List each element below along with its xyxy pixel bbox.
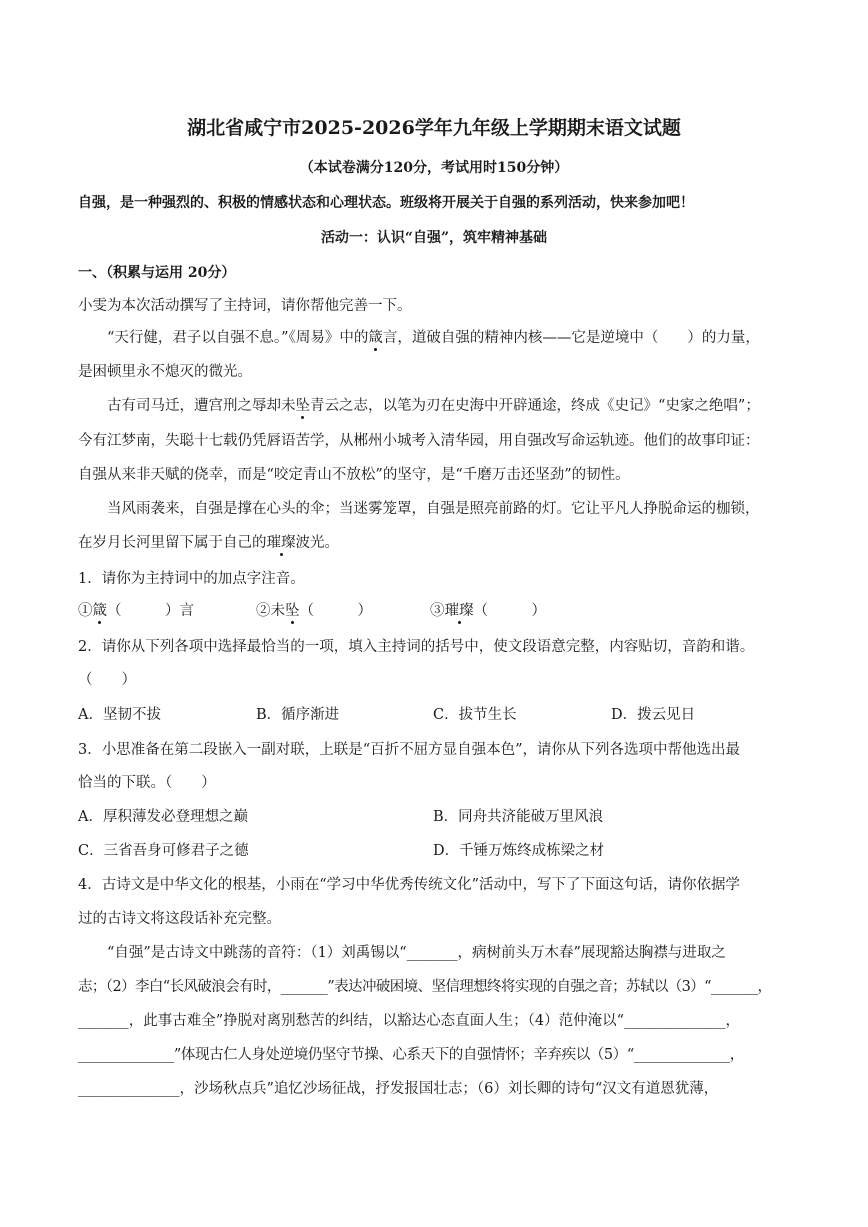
question-3-stem-line-2: 恰当的下联。（ ） <box>78 775 216 791</box>
dotted-char: 箴 <box>368 330 383 346</box>
paragraph-1-line-2: 是困顿里永不熄灭的微光。 <box>78 364 252 380</box>
page-title: 湖北省咸宁市2025-2026学年九年级上学期期末语文试题 <box>187 117 681 139</box>
question-2-option-a: A．坚韧不拔 <box>78 707 161 723</box>
lead-text: 小雯为本次活动撰写了主持词，请你帮他完善一下。 <box>78 298 412 314</box>
question-4-text-line-3: _______，此事古难全”挣脱对离别愁苦的纠结，以豁达心态直面人生；（4）范仲淹以“______________， <box>78 1013 741 1029</box>
question-2-paren: （ ） <box>78 672 136 688</box>
paragraph-3-line-1: 当风雨袭来，自强是撑在心头的伞；当迷雾笼罩，自强是照亮前路的灯。它让平凡人挣脱命运的枷锁， <box>107 501 760 517</box>
question-1-item-3: ③璀璨（ ） <box>430 603 546 619</box>
question-3-option-d: D．千锤万炼终成栋梁之材 <box>433 843 605 859</box>
question-2-option-c: C．拔节生长 <box>433 707 517 723</box>
question-4-text-line-1: “自强”是古诗文中跳荡的音符：（1）刘禹锡以“_______，病树前头万木春”展现豁达胸襟与进取之 <box>107 945 726 961</box>
activity-heading: 活动一：认识“自强”，筑牢精神基础 <box>320 230 548 246</box>
question-3-stem-line-1: 3．小思准备在第二段嵌入一副对联，上联是“百折不屈方显自强本色”，请你从下列各选项中帮他选出最 <box>78 742 741 758</box>
question-4-text-line-2: 志；（2）李白“长风破浪会有时，_______”表达冲破困境、坚信理想终将实现的自强之音；苏轼以（3）“_______， <box>78 979 772 995</box>
section-heading: 一、（积累与运用 20分） <box>78 265 236 281</box>
question-4-stem-line-1: 4．古诗文是中华文化的根基，小雨在“学习中华优秀传统文化”活动中，写下了下面这句话，请你依据学 <box>78 877 741 893</box>
dotted-char: 璀璨 <box>266 535 296 551</box>
question-4-stem-line-2: 过的古诗文将这段话补充完整。 <box>78 911 281 927</box>
paragraph-2-line-3: 自强从来非天赋的侥幸，而是“咬定青山不放松”的坚守，是“千磨万击还坚劲”的韧性。 <box>78 467 630 483</box>
question-3-option-b: B．同舟共济能破万里风浪 <box>433 809 604 825</box>
question-2-option-d: D．拨云见日 <box>611 707 696 723</box>
question-4-text-line-4: ______________”体现古仁人身处逆境仍坚守节操、心系天下的自强情怀；辛弃疾以（5）“______________， <box>78 1047 744 1063</box>
question-1-stem: 1．请你为主持词中的加点字注音。 <box>78 571 305 587</box>
question-1-item-1: ①箴（ ）言 <box>78 603 194 619</box>
question-4-text-line-5: ______________，沙场秋点兵”追忆沙场征战，抒发报国壮志；（6）刘长卿的诗句“汉文有道恩犹薄， <box>78 1081 719 1097</box>
question-3-option-c: C．三省吾身可修君子之德 <box>78 843 249 859</box>
paragraph-3-line-2: 在岁月长河里留下属于自己的璀璨波光。 <box>78 535 339 551</box>
dotted-char: 坠 <box>295 398 310 414</box>
intro-text: 自强，是一种强烈的、积极的情感状态和心理状态。班级将开展关于自强的系列活动，快来参加吧！ <box>78 195 694 211</box>
question-3-option-a: A．厚积薄发必登理想之巅 <box>78 809 248 825</box>
question-1-item-2: ②未坠（ ） <box>256 603 372 619</box>
question-2-stem: 2．请你从下列各项中选择最恰当的一项，填入主持词的括号中，使文段语意完整，内容贴切，音韵和谐。 <box>78 639 755 655</box>
page-subtitle: （本试卷满分120分，考试用时150分钟） <box>299 160 569 176</box>
paragraph-2-line-1: 古有司马迁，遭宫刑之辱却未坠青云之志，以笔为刃在史海中开辟通途，终成《史记》“史家之绝唱”； <box>107 398 760 414</box>
paragraph-1-line-1: “天行健，君子以自强不息。”《周易》中的箴言，道破自强的精神内核——它是逆境中（ ）的力量， <box>107 330 760 346</box>
paragraph-2-line-2: 今有江梦南，失聪十七载仍凭唇语苦学，从郴州小城考入清华园，用自强改写命运轨迹。他们的故事印证： <box>78 433 760 449</box>
question-2-option-b: B．循序渐进 <box>256 707 340 723</box>
